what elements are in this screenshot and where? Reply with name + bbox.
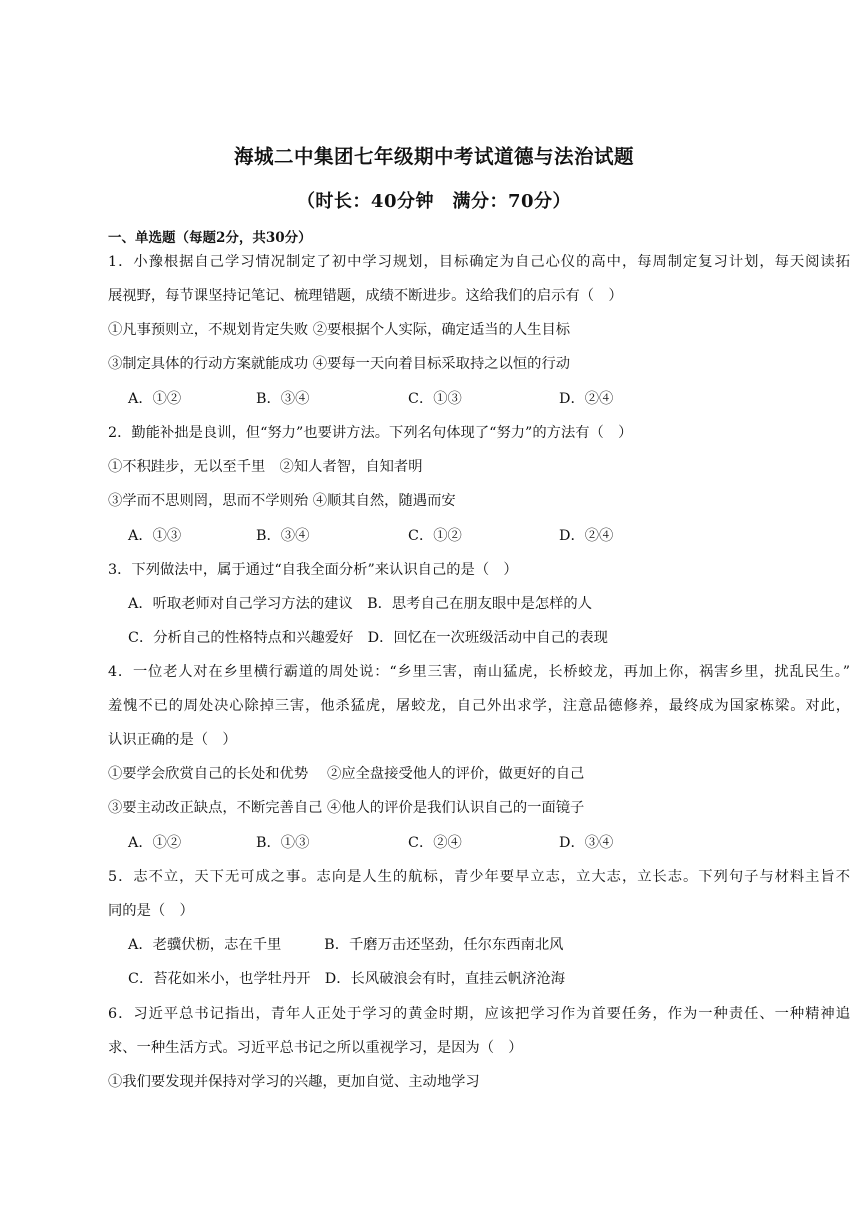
question-2-stem: 2．勤能补拙是良训，但“努力”也要讲方法。下列名句体现了“努力”的方法有（ ）: [108, 425, 633, 441]
question-2-option-a: A．①③: [128, 528, 182, 544]
question-1-item-1: ①凡事预则立，不规划肯定失败 ②要根据个人实际，确定适当的人生目标: [108, 322, 571, 338]
question-4-item-2: ③要主动改正缺点，不断完善自己 ④他人的评价是我们认识自己的一面镜子: [108, 800, 585, 816]
question-6-item-1: ①我们要发现并保持对学习的兴趣，更加自觉、主动地学习: [108, 1074, 480, 1090]
question-2-item-2: ③学而不思则罔，思而不学则殆 ④顺其自然，随遇而安: [108, 493, 456, 509]
section-heading: 一、单选题（每题2分，共30分）: [108, 230, 312, 246]
question-2-option-c: C．①②: [408, 528, 462, 544]
question-4-item-1: ①要学会欣赏自己的长处和优势 ②应全盘接受他人的评价，做更好的自己: [108, 766, 585, 782]
question-1-option-b: B．③④: [256, 391, 310, 407]
question-1-stem-line-2: 展视野，每节课坚持记笔记、梳理错题，成绩不断进步。这给我们的启示有（ ）: [108, 288, 623, 304]
question-1-option-a: A．①②: [128, 391, 182, 407]
question-1-item-2: ③制定具体的行动方案就能成功 ④要每一天向着目标采取持之以恒的行动: [108, 356, 571, 372]
question-2-option-b: B．③④: [256, 528, 310, 544]
question-4-option-a: A．①②: [128, 835, 182, 851]
question-4-option-d: D．③④: [559, 835, 614, 851]
question-1-option-c: C．①③: [408, 391, 462, 407]
question-2-option-d: D．②④: [559, 528, 614, 544]
question-4-option-b: B．①③: [256, 835, 310, 851]
question-5-stem-line-1: 5．志不立，天下无可成之事。志向是人生的航标，青少年要早立志，立大志，立长志。下列句子与材料主旨不: [108, 869, 850, 885]
question-6-stem-line-1: 6．习近平总书记指出，青年人正处于学习的黄金时期，应该把学习作为首要任务，作为一种责任、一种精神追: [108, 1006, 850, 1022]
question-3-options-ab: A．听取老师对自己学习方法的建议 B．思考自己在朋友眼中是怎样的人: [128, 596, 593, 612]
exam-subtitle: （时长：40分钟 满分：70分）: [296, 191, 572, 212]
question-1-option-d: D．②④: [559, 391, 614, 407]
question-3-stem: 3．下列做法中，属于通过“自我全面分析”来认识自己的是（ ）: [108, 562, 518, 578]
question-4-stem-line-1: 4．一位老人对在乡里横行霸道的周处说：“乡里三害，南山猛虎，长桥蛟龙，再加上你，祸害乡里，扰乱民生。”: [108, 664, 850, 680]
question-4-stem-line-3: 认识正确的是（ ）: [108, 732, 237, 748]
question-5-options-ab: A．老骥伏枥，志在千里 B．千磨万击还坚劲，任尔东西南北风: [128, 937, 564, 953]
question-3-options-cd: C．分析自己的性格特点和兴趣爱好 D．回忆在一次班级活动中自己的表现: [128, 630, 608, 646]
question-2-item-1: ①不积跬步，无以至千里 ②知人者智，自知者明: [108, 459, 423, 475]
question-4-option-c: C．②④: [408, 835, 462, 851]
question-6-stem-line-2: 求、一种生活方式。习近平总书记之所以重视学习，是因为（ ）: [108, 1040, 523, 1056]
exam-title: 海城二中集团七年级期中考试道德与法治试题: [233, 145, 634, 168]
question-5-options-cd: C．苔花如米小，也学牡丹开 D．长风破浪会有时，直挂云帆济沧海: [128, 971, 566, 987]
question-1-stem-line-1: 1．小豫根据自己学习情况制定了初中学习规划，目标确定为自己心仪的高中，每周制定复习计划，每天阅读拓: [108, 254, 850, 270]
question-4-stem-line-2: 羞愧不已的周处决心除掉三害，他杀猛虎，屠蛟龙，自己外出求学，注意品德修养，最终成为国家栋梁。对此，: [108, 698, 850, 714]
question-5-stem-line-2: 同的是（ ）: [108, 903, 194, 919]
